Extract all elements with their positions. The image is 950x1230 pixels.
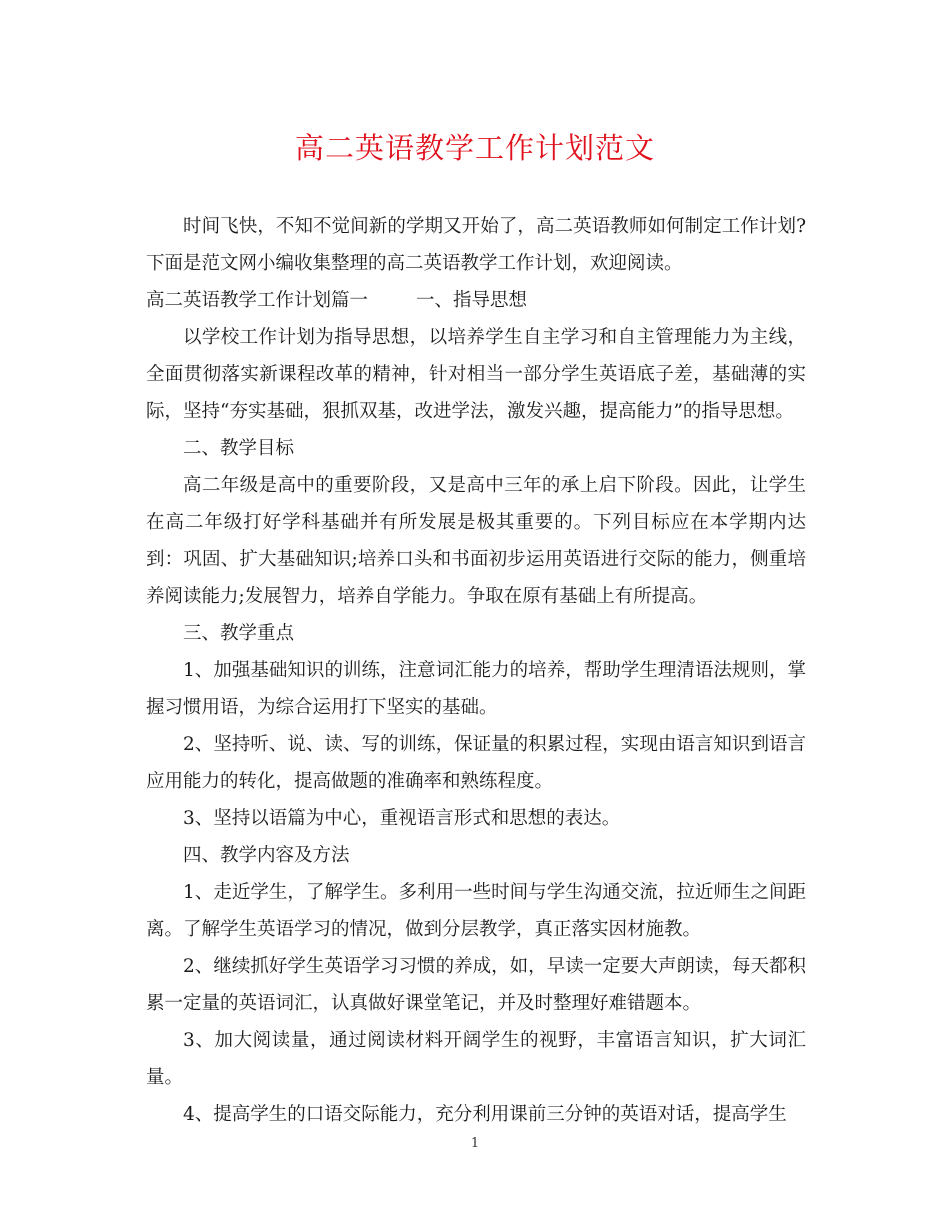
document-body [146, 208, 806, 1133]
section-heading-line [146, 282, 806, 319]
document-title: 高二英语教学工作计划范文 [294, 131, 655, 165]
section-title: 高二英语教学工作计划篇一 [146, 290, 369, 311]
heading-content-methods: 四、教学内容及方法 [183, 845, 350, 866]
method-item-4: 4、提高学生的口语交际能力，充分利用课前三分钟的英语对话，提高学生 [183, 1104, 787, 1125]
focus-item-2: 2、坚持听、说、读、写的训练，保证量的积累过程，实现由语言知识到语言应用能力的转化，提高做题的准确率和熟练程度。 [146, 734, 806, 792]
focus-item-1: 1、加强基础知识的训练，注意词汇能力的培养，帮助学生理清语法规则，掌握习惯用语，为综合运用打下坚实的基础。 [146, 660, 806, 718]
page-number: 1 [470, 1136, 480, 1151]
method-item-1: 1、走近学生，了解学生。多利用一些时间与学生沟通交流，拉近师生之间距离。了解学生英语学习的情况，做到分层教学，真正落实因材施教。 [146, 882, 806, 940]
intro-paragraph: 时间飞快，不知不觉间新的学期又开始了，高二英语教师如何制定工作计划?下面是范文网小编收集整理的高二英语教学工作计划，欢迎阅读。 [146, 216, 806, 274]
guiding-idea-paragraph: 以学校工作计划为指导思想，以培养学生自主学习和自主管理能力为主线，全面贯彻落实新课程改革的精神，针对相当一部分学生英语底子差，基础薄的实际，坚持“夯实基础，狠抓双基，改进学法，激发兴趣，提高能力”的指导思想。 [146, 327, 806, 422]
heading-teaching-focus: 三、教学重点 [183, 623, 295, 644]
section-subheading-guiding-idea: 一、指导思想 [416, 290, 528, 311]
heading-teaching-goals: 二、教学目标 [183, 438, 295, 459]
method-item-3: 3、加大阅读量，通过阅读材料开阔学生的视野，丰富语言知识，扩大词汇量。 [146, 1030, 806, 1088]
teaching-goals-paragraph: 高二年级是高中的重要阶段，又是高中三年的承上启下阶段。因此，让学生在高二年级打好学科基础并有所发展是极其重要的。下列目标应在本学期内达到：巩固、扩大基础知识;培养口头和书面初步运用英语进行交际的能力，侧重培养阅读能力;发展智力，培养自学能力。争取在原有基础上有所提高。 [146, 475, 806, 607]
focus-item-3: 3、坚持以语篇为中心，重视语言形式和思想的表达。 [183, 808, 621, 829]
method-item-2: 2、继续抓好学生英语学习习惯的养成，如，早读一定要大声朗读，每天都积累一定量的英语词汇，认真做好课堂笔记，并及时整理好难错题本。 [146, 956, 806, 1014]
